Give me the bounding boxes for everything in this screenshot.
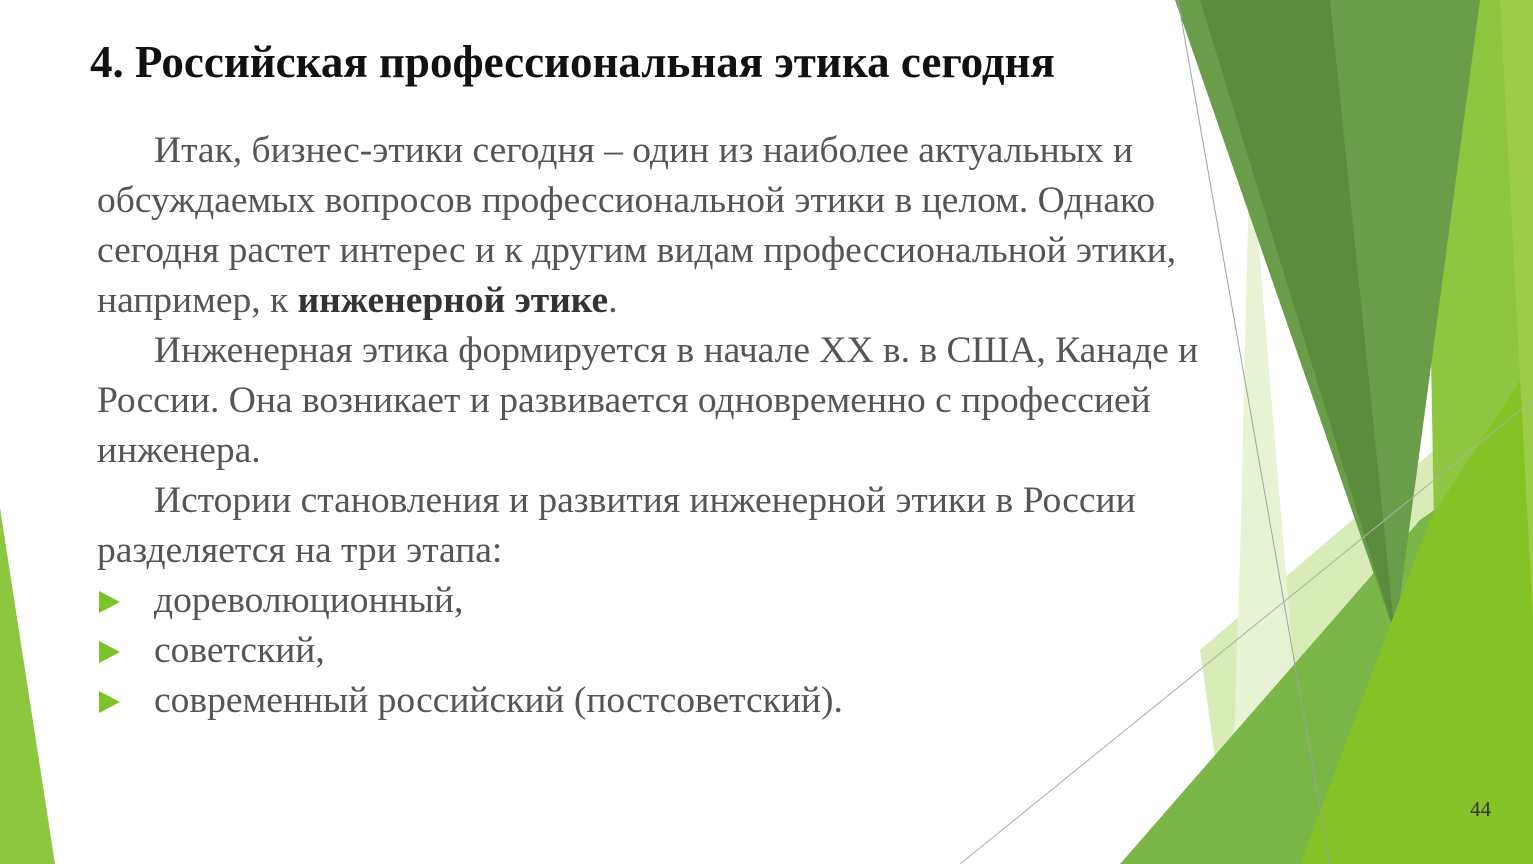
list-item-text: советский,: [154, 630, 325, 671]
triangle-right-icon: [99, 591, 120, 613]
list-item-text: дореволюционный,: [154, 580, 464, 621]
slide-number: 44: [1470, 797, 1491, 821]
paragraph-history-stages: Истории становления и развития инженерной этики в России разделяется на три этапа:: [97, 480, 1136, 571]
list-item: [97, 676, 1257, 726]
paragraph-punctuation: .: [608, 280, 618, 321]
paragraph-text: Итак, бизнес-этики сегодня – один из наиболее актуальных и обсуждаемых вопросов профессиональной этики в целом. Однако сегодня растет интерес и к другим видам профессиональной этики, например, к: [97, 130, 1177, 321]
paragraph-business-ethics: [97, 126, 1257, 326]
slide-body: [97, 126, 1257, 726]
list-item: [97, 576, 1257, 626]
list-item-text: современный российский (постсоветский).: [154, 680, 843, 721]
slide-title: 4. Российская профессиональная этика сегодня: [90, 37, 1055, 87]
left-edge-shape: [0, 508, 55, 864]
triangle-right-icon: [99, 691, 120, 713]
emphasis-engineering-ethics: инженерной этике: [297, 280, 609, 321]
triangle-right-icon: [99, 641, 120, 663]
stages-list: [97, 576, 1257, 726]
list-item: [97, 626, 1257, 676]
paragraph-engineering-ethics-origin: Инженерная этика формируется в начале XX в. в США, Канаде и России. Она возникает и развивается одновременно с профессией инженера.: [97, 330, 1199, 471]
